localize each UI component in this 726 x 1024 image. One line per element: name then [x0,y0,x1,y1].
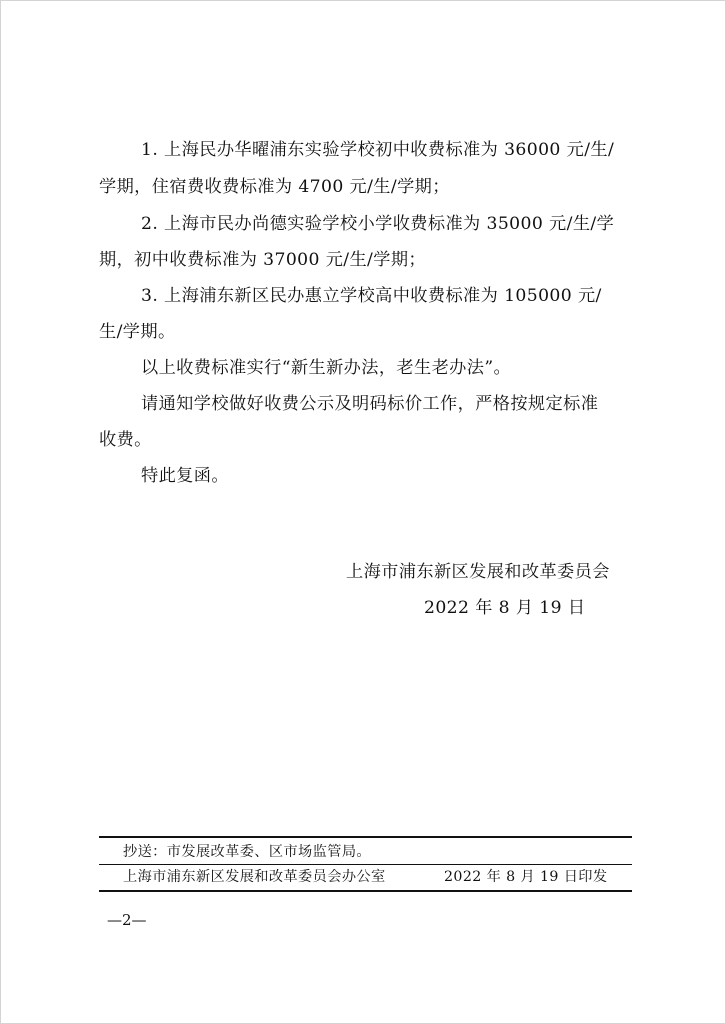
item-2-line-1: 2. 上海市民办尚德实验学校小学收费标准为 35000 元/生/学 [141,214,615,234]
notice-line-1: 请通知学校做好收费公示及明码标价工作，严格按规定标准 [141,394,599,414]
item-1-line-2: 学期，住宿费收费标准为 4700 元/生/学期； [99,177,450,197]
footer-bottom-rule [99,890,632,892]
item-1-line-1: 1. 上海民办华曜浦东实验学校初中收费标准为 36000 元/生/ [141,140,615,160]
issuer-name: 上海市浦东新区发展和改革委员会办公室 [123,869,386,885]
closing-statement: 特此复函。 [141,466,229,486]
notice-line-2: 收费。 [99,430,152,450]
signature-organization: 上海市浦东新区发展和改革委员会 [346,562,610,582]
signature-date: 2022 年 8 月 19 日 [424,598,586,618]
page-number: —2— [107,911,147,929]
issue-date: 2022 年 8 月 19 日印发 [444,869,608,885]
policy-statement: 以上收费标准实行“新生新办法，老生老办法”。 [141,358,512,378]
footer-top-rule [99,836,632,838]
cc-line: 抄送：市发展改革委、区市场监管局。 [123,844,371,860]
footer-middle-rule [99,864,632,865]
item-2-line-2: 期，初中收费标准为 37000 元/生/学期； [99,250,427,270]
item-3-line-2: 生/学期。 [99,322,176,342]
item-3-line-1: 3. 上海浦东新区民办惠立学校高中收费标准为 105000 元/ [141,286,602,306]
